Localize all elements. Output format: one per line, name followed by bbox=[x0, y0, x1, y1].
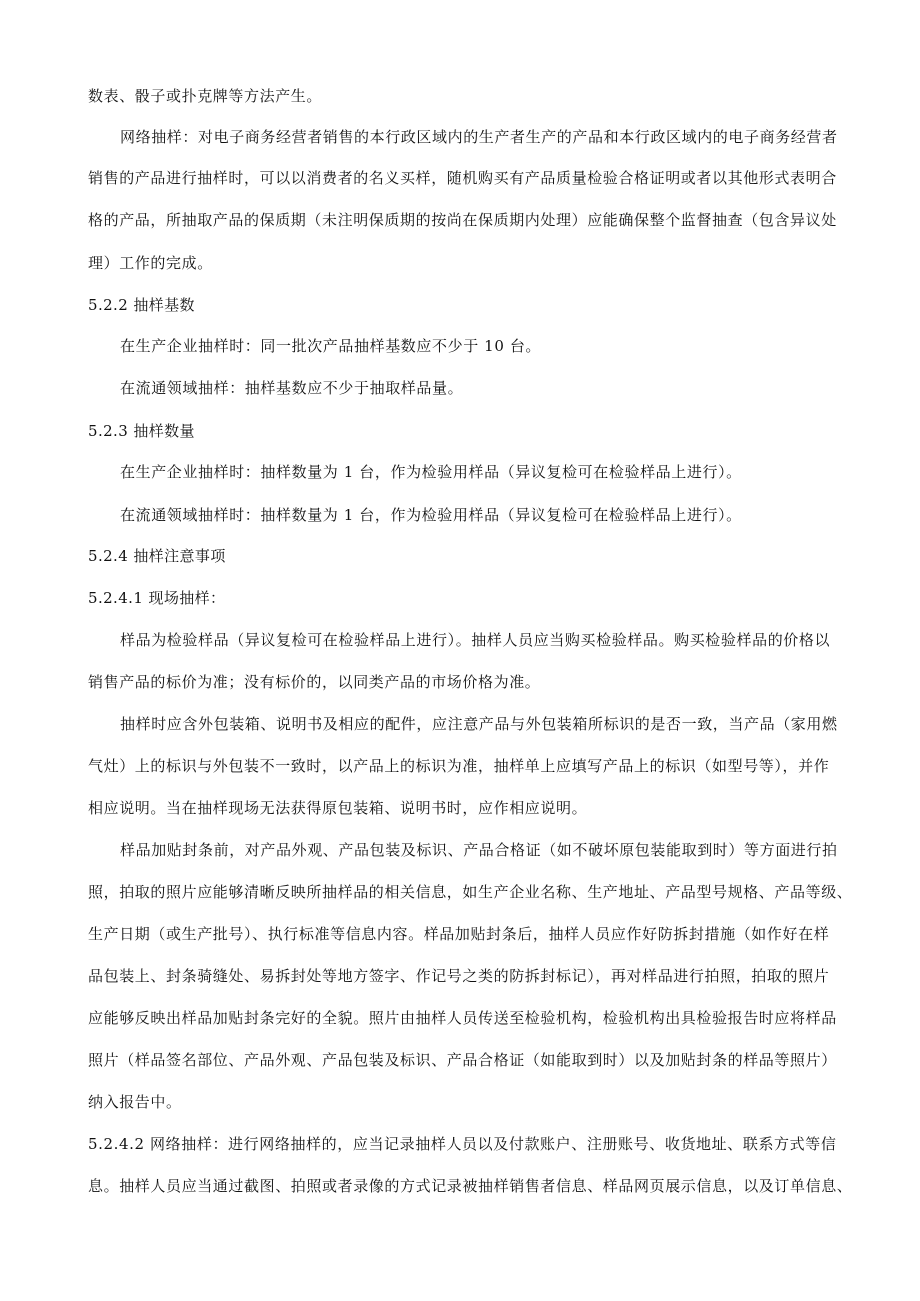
text-line: 在生产企业抽样时：同一批次产品抽样基数应不少于 10 台。 bbox=[120, 337, 542, 355]
text-line: 数表、骰子或扑克牌等方法产生。 bbox=[88, 87, 323, 105]
section-heading: 5.2.4.1 现场抽样： bbox=[88, 589, 226, 607]
text-line: 网络抽样：对电子商务经营者销售的本行政区域内的生产者生产的产品和本行政区域内的电子商务经营者 bbox=[120, 128, 838, 146]
text-line: 理）工作的完成。 bbox=[88, 254, 213, 272]
section-heading: 5.2.4 抽样注意事项 bbox=[88, 547, 226, 565]
text-line: 生产日期（或生产批号）、执行标准等信息内容。样品加贴封条后，抽样人员应作好防拆封措施（如作好在样 bbox=[88, 925, 830, 943]
text-line: 在流通领域抽样：抽样基数应不少于抽取样品量。 bbox=[120, 379, 464, 397]
text-line: 抽样时应含外包装箱、说明书及相应的配件，应注意产品与外包装箱所标识的是否一致，当产品（家用燃 bbox=[120, 715, 838, 733]
text-line: 在生产企业抽样时：抽样数量为 1 台，作为检验用样品（异议复检可在检验样品上进行）。 bbox=[120, 463, 742, 481]
text-line: 气灶）上的标识与外包装不一致时，以产品上的标识为准，抽样单上应填写产品上的标识（如型号等），并作 bbox=[88, 757, 830, 775]
text-line: 息。抽样人员应当通过截图、拍照或者录像的方式记录被抽样销售者信息、样品网页展示信息，以及订单信息、 bbox=[88, 1177, 853, 1195]
text-line: 销售产品的标价为准；没有标价的，以同类产品的市场价格为准。 bbox=[88, 673, 541, 691]
text-line: 照，拍取的照片应能够清晰反映所抽样品的相关信息，如生产企业名称、生产地址、产品型号规格、产品等级、 bbox=[88, 883, 853, 901]
text-line: 应能够反映出样品加贴封条完好的全貌。照片由抽样人员传送至检验机构，检验机构出具检验报告时应将样品 bbox=[88, 1009, 837, 1027]
text-line: 纳入报告中。 bbox=[88, 1093, 182, 1111]
text-line: 格的产品，所抽取产品的保质期（未注明保质期的按尚在保质期内处理）应能确保整个监督抽查（包含异议处 bbox=[88, 211, 837, 229]
section-heading: 5.2.2 抽样基数 bbox=[88, 296, 195, 314]
section-heading: 5.2.3 抽样数量 bbox=[88, 422, 195, 440]
text-line: 5.2.4.2 网络抽样：进行网络抽样的，应当记录抽样人员以及付款账户、注册账号、收货地址、联系方式等信 bbox=[88, 1135, 837, 1153]
text-line: 照片（样品签名部位、产品外观、产品包装及标识、产品合格证（如能取到时）以及加贴封条的样品等照片） bbox=[88, 1051, 837, 1069]
text-line: 在流通领域抽样时：抽样数量为 1 台，作为检验用样品（异议复检可在检验样品上进行）。 bbox=[120, 506, 742, 524]
text-line: 品包装上、封条骑缝处、易拆封处等地方签字、作记号之类的防拆封标记），再对样品进行拍照，拍取的照片 bbox=[88, 967, 830, 985]
text-line: 样品为检验样品（异议复检可在检验样品上进行）。抽样人员应当购买检验样品。购买检验样品的价格以 bbox=[120, 631, 831, 649]
text-line: 销售的产品进行抽样时，可以以消费者的名义买样，随机购买有产品质量检验合格证明或者以其他形式表明合 bbox=[88, 169, 837, 187]
text-line: 相应说明。当在抽样现场无法获得原包装箱、说明书时，应作相应说明。 bbox=[88, 799, 588, 817]
text-line: 样品加贴封条前，对产品外观、产品包装及标识、产品合格证（如不破坏原包装能取到时）等方面进行拍 bbox=[120, 841, 838, 859]
